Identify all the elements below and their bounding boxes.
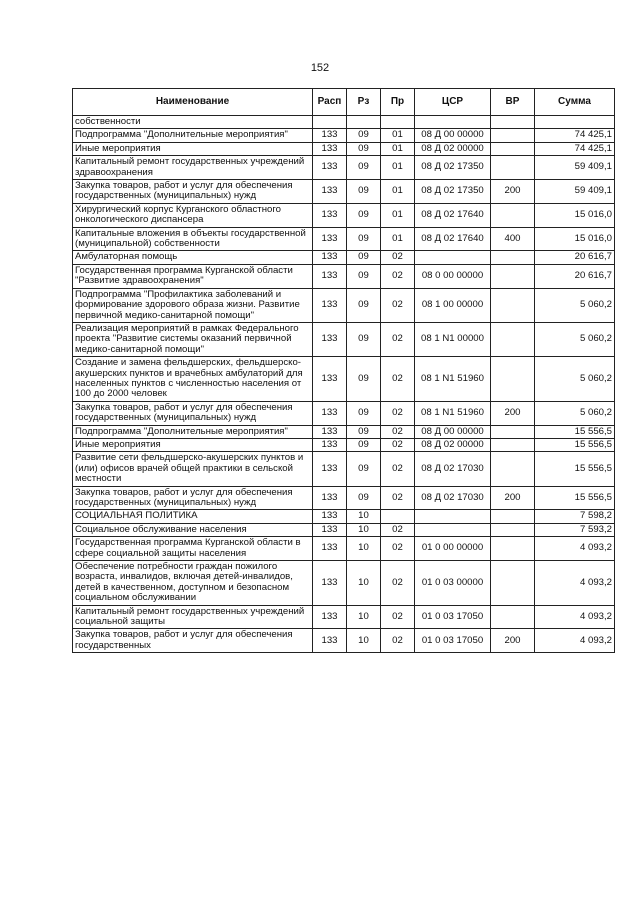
cell-name: Подпрограмма "Профилактика заболеваний и формирование здорового образа жизни. Развитие первичной медико-санитарной помощи"	[73, 288, 313, 322]
cell-csr: 08 Д 00 00000	[415, 129, 491, 142]
budget-table	[72, 88, 615, 653]
cell-rasp: 133	[313, 629, 347, 653]
table-row	[73, 523, 615, 536]
table-row	[73, 251, 615, 264]
cell-sum: 4 093,2	[535, 537, 615, 561]
table-row	[73, 605, 615, 629]
cell-sum: 7 593,2	[535, 523, 615, 536]
cell-rasp: 133	[313, 537, 347, 561]
cell-rz: 10	[347, 605, 381, 629]
cell-rasp: 133	[313, 523, 347, 536]
cell-vr	[491, 288, 535, 322]
table-row	[73, 452, 615, 486]
table-row	[73, 227, 615, 251]
page-number: 152	[310, 62, 330, 74]
cell-rasp: 133	[313, 264, 347, 288]
cell-csr: 08 Д 02 17640	[415, 203, 491, 227]
table-row	[73, 401, 615, 425]
cell-vr	[491, 264, 535, 288]
table-row	[73, 510, 615, 523]
cell-vr	[491, 510, 535, 523]
column-header-rz: Рз	[347, 89, 381, 116]
table-row	[73, 357, 615, 402]
cell-pr: 02	[381, 438, 415, 451]
cell-vr	[491, 116, 535, 129]
cell-pr: 02	[381, 523, 415, 536]
cell-sum: 15 016,0	[535, 203, 615, 227]
cell-name: Иные мероприятия	[73, 438, 313, 451]
cell-sum: 59 409,1	[535, 156, 615, 180]
table-row	[73, 322, 615, 356]
cell-rz: 10	[347, 561, 381, 606]
cell-sum: 15 556,5	[535, 425, 615, 438]
cell-rz: 10	[347, 523, 381, 536]
cell-csr: 08 1 N1 51960	[415, 357, 491, 402]
cell-pr: 02	[381, 322, 415, 356]
cell-csr: 08 1 N1 51960	[415, 401, 491, 425]
cell-vr	[491, 561, 535, 606]
cell-rasp: 133	[313, 142, 347, 155]
cell-sum: 5 060,2	[535, 357, 615, 402]
cell-csr: 01 0 03 17050	[415, 605, 491, 629]
cell-sum: 4 093,2	[535, 561, 615, 606]
cell-csr: 08 Д 02 17350	[415, 180, 491, 204]
cell-rasp: 133	[313, 438, 347, 451]
cell-rz: 10	[347, 629, 381, 653]
cell-pr: 02	[381, 425, 415, 438]
cell-rasp: 133	[313, 288, 347, 322]
cell-csr: 08 Д 00 00000	[415, 425, 491, 438]
cell-sum	[535, 116, 615, 129]
cell-vr	[491, 425, 535, 438]
cell-rz: 09	[347, 425, 381, 438]
cell-sum: 15 016,0	[535, 227, 615, 251]
cell-vr	[491, 322, 535, 356]
cell-sum: 7 598,2	[535, 510, 615, 523]
cell-rasp: 133	[313, 510, 347, 523]
cell-name: Амбулаторная помощь	[73, 251, 313, 264]
cell-vr	[491, 452, 535, 486]
cell-name: Капитальный ремонт государственных учреждений здравоохранения	[73, 156, 313, 180]
cell-sum: 15 556,5	[535, 438, 615, 451]
cell-pr: 02	[381, 605, 415, 629]
cell-pr: 01	[381, 203, 415, 227]
cell-vr	[491, 156, 535, 180]
cell-pr	[381, 510, 415, 523]
cell-vr: 200	[491, 629, 535, 653]
column-header-name: Наименование	[73, 89, 313, 116]
cell-sum: 59 409,1	[535, 180, 615, 204]
table-row	[73, 486, 615, 510]
cell-vr	[491, 605, 535, 629]
cell-vr	[491, 129, 535, 142]
cell-csr: 08 1 N1 00000	[415, 322, 491, 356]
cell-sum: 5 060,2	[535, 322, 615, 356]
cell-rasp: 133	[313, 251, 347, 264]
cell-rz: 10	[347, 510, 381, 523]
cell-rz: 09	[347, 357, 381, 402]
column-header-csr: ЦСР	[415, 89, 491, 116]
cell-rz: 09	[347, 486, 381, 510]
cell-sum: 15 556,5	[535, 486, 615, 510]
cell-pr: 01	[381, 156, 415, 180]
cell-rasp: 133	[313, 227, 347, 251]
cell-vr: 400	[491, 227, 535, 251]
cell-vr	[491, 142, 535, 155]
cell-sum: 5 060,2	[535, 401, 615, 425]
table-row	[73, 561, 615, 606]
cell-name: Реализация мероприятий в рамках Федерального проекта "Развитие системы оказаний первичной медико-санитарной помощи"	[73, 322, 313, 356]
cell-pr: 02	[381, 486, 415, 510]
cell-rasp: 133	[313, 322, 347, 356]
cell-vr	[491, 203, 535, 227]
cell-csr: 08 Д 02 17030	[415, 486, 491, 510]
cell-rasp: 133	[313, 425, 347, 438]
cell-vr: 200	[491, 180, 535, 204]
cell-sum: 15 556,5	[535, 452, 615, 486]
cell-csr: 08 1 00 00000	[415, 288, 491, 322]
cell-vr	[491, 537, 535, 561]
cell-vr	[491, 357, 535, 402]
cell-rasp: 133	[313, 156, 347, 180]
cell-sum: 20 616,7	[535, 264, 615, 288]
cell-vr	[491, 251, 535, 264]
cell-name: Государственная программа Курганской области "Развитие здравоохранения"	[73, 264, 313, 288]
table-row	[73, 264, 615, 288]
table-row	[73, 116, 615, 129]
cell-rz	[347, 116, 381, 129]
cell-pr: 02	[381, 537, 415, 561]
table-row	[73, 425, 615, 438]
cell-vr	[491, 438, 535, 451]
table-row	[73, 180, 615, 204]
cell-rasp: 133	[313, 203, 347, 227]
column-header-pr: Пр	[381, 89, 415, 116]
cell-rasp: 133	[313, 486, 347, 510]
cell-pr: 02	[381, 452, 415, 486]
cell-pr: 02	[381, 357, 415, 402]
cell-rasp: 133	[313, 401, 347, 425]
cell-name: Иные мероприятия	[73, 142, 313, 155]
cell-name: Закупка товаров, работ и услуг для обеспечения государственных (муниципальных) нужд	[73, 486, 313, 510]
cell-name: Закупка товаров, работ и услуг для обеспечения государственных	[73, 629, 313, 653]
cell-name: Обеспечение потребности граждан пожилого возраста, инвалидов, включая детей-инвалидов, детей в качественном, доступном и безопасном социальном обслуживании	[73, 561, 313, 606]
cell-name: Капитальный ремонт государственных учреждений социальной защиты	[73, 605, 313, 629]
cell-name: Создание и замена фельдшерских, фельдшерско-акушерских пунктов и врачебных амбулаторий для населенных пунктов с численностью населения от 100 до 2000 человек	[73, 357, 313, 402]
cell-csr: 08 Д 02 17030	[415, 452, 491, 486]
cell-pr: 01	[381, 180, 415, 204]
cell-csr	[415, 523, 491, 536]
cell-rz: 09	[347, 129, 381, 142]
cell-csr	[415, 510, 491, 523]
cell-name: Государственная программа Курганской области в сфере социальной защиты населения	[73, 537, 313, 561]
cell-sum: 5 060,2	[535, 288, 615, 322]
cell-rz: 09	[347, 156, 381, 180]
cell-sum: 74 425,1	[535, 142, 615, 155]
cell-csr	[415, 116, 491, 129]
cell-name: Хирургический корпус Курганского областного онкологического диспансера	[73, 203, 313, 227]
cell-pr: 02	[381, 251, 415, 264]
cell-pr: 01	[381, 227, 415, 251]
cell-csr: 08 Д 02 00000	[415, 438, 491, 451]
cell-rz: 09	[347, 401, 381, 425]
table-row	[73, 142, 615, 155]
table-body	[73, 116, 615, 653]
cell-pr: 02	[381, 561, 415, 606]
cell-rz: 09	[347, 438, 381, 451]
cell-pr: 02	[381, 288, 415, 322]
cell-rz: 09	[347, 251, 381, 264]
cell-sum: 20 616,7	[535, 251, 615, 264]
cell-rasp: 133	[313, 180, 347, 204]
cell-pr: 01	[381, 142, 415, 155]
column-header-sum: Сумма	[535, 89, 615, 116]
cell-name: Подпрограмма "Дополнительные мероприятия"	[73, 129, 313, 142]
cell-rz: 09	[347, 227, 381, 251]
table-row	[73, 438, 615, 451]
cell-rz: 09	[347, 180, 381, 204]
cell-rasp: 133	[313, 561, 347, 606]
table-row	[73, 288, 615, 322]
cell-sum: 4 093,2	[535, 605, 615, 629]
cell-name: собственности	[73, 116, 313, 129]
cell-name: Социальное обслуживание населения	[73, 523, 313, 536]
cell-rz: 09	[347, 452, 381, 486]
cell-rasp: 133	[313, 605, 347, 629]
table-row	[73, 129, 615, 142]
cell-rz: 09	[347, 142, 381, 155]
cell-sum: 4 093,2	[535, 629, 615, 653]
cell-pr: 02	[381, 401, 415, 425]
cell-vr	[491, 523, 535, 536]
cell-vr: 200	[491, 401, 535, 425]
cell-name: Подпрограмма "Дополнительные мероприятия"	[73, 425, 313, 438]
cell-csr: 08 Д 02 17350	[415, 156, 491, 180]
cell-rz: 09	[347, 264, 381, 288]
table-header-row	[73, 89, 615, 116]
cell-csr: 08 Д 02 17640	[415, 227, 491, 251]
cell-sum: 74 425,1	[535, 129, 615, 142]
table-row	[73, 629, 615, 653]
cell-rz: 10	[347, 537, 381, 561]
cell-pr: 02	[381, 264, 415, 288]
cell-name: Закупка товаров, работ и услуг для обеспечения государственных (муниципальных) нужд	[73, 401, 313, 425]
cell-csr: 01 0 03 17050	[415, 629, 491, 653]
cell-rz: 09	[347, 288, 381, 322]
table-row	[73, 537, 615, 561]
cell-vr: 200	[491, 486, 535, 510]
cell-name: Закупка товаров, работ и услуг для обеспечения государственных (муниципальных) нужд	[73, 180, 313, 204]
cell-pr: 02	[381, 629, 415, 653]
cell-csr: 08 Д 02 00000	[415, 142, 491, 155]
cell-rasp: 133	[313, 129, 347, 142]
column-header-vr: ВР	[491, 89, 535, 116]
cell-csr	[415, 251, 491, 264]
cell-csr: 01 0 00 00000	[415, 537, 491, 561]
cell-csr: 08 0 00 00000	[415, 264, 491, 288]
cell-rz: 09	[347, 203, 381, 227]
cell-rasp	[313, 116, 347, 129]
cell-csr: 01 0 03 00000	[415, 561, 491, 606]
cell-pr: 01	[381, 129, 415, 142]
cell-rz: 09	[347, 322, 381, 356]
column-header-rasp: Расп	[313, 89, 347, 116]
cell-rasp: 133	[313, 452, 347, 486]
table-row	[73, 156, 615, 180]
cell-name: Капитальные вложения в объекты государственной (муниципальной) собственности	[73, 227, 313, 251]
table-row	[73, 203, 615, 227]
cell-pr	[381, 116, 415, 129]
cell-rasp: 133	[313, 357, 347, 402]
cell-name: СОЦИАЛЬНАЯ ПОЛИТИКА	[73, 510, 313, 523]
cell-name: Развитие сети фельдшерско-акушерских пунктов и (или) офисов врачей общей практики в сельской местности	[73, 452, 313, 486]
